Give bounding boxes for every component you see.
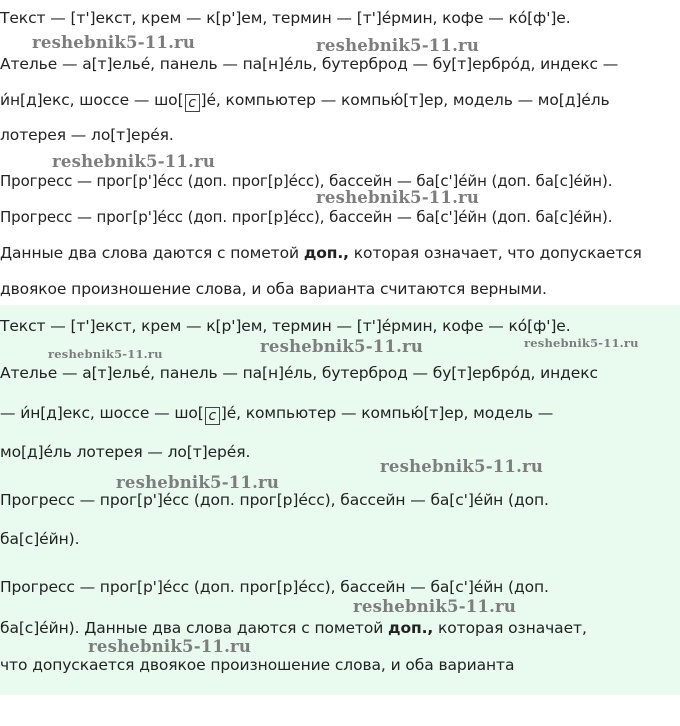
watermark: reshebnik5-11.ru <box>88 637 252 656</box>
text-line: лотерея — ло[т]ере́я. <box>0 126 174 144</box>
watermark: reshebnik5-11.ru <box>316 36 480 55</box>
text-fragment: Данные два слова даются с пометой <box>0 244 304 262</box>
text-fragment: ]е́, компьютер — компью́[т]ер, модель — <box>220 404 554 422</box>
text-line: ба[с]е́йн). <box>0 530 80 548</box>
text-line <box>0 618 587 638</box>
text-line: — и́н[д]екс, шоссе — шо[ с ]е́, компьютер — компью́[т]ер, модель — <box>0 404 554 424</box>
text-fragment: — и́н[д]екс, шоссе — шо <box>0 404 198 422</box>
text-fragment: ба[с]е́йн). Данные два слова даются с пометой <box>0 619 389 637</box>
text-line: двоякое произношение слова, и оба варианта считаются верными. <box>0 280 547 298</box>
boxed-letter: с <box>185 94 200 112</box>
boxed-letter: с <box>205 407 220 425</box>
watermark: reshebnik5-11.ru <box>52 152 216 171</box>
text-line: Прогресс — прог[р']е́сс (доп. прог[р]е́сс), бассейн — ба[с']е́йн (доп. <box>0 491 549 509</box>
watermark: reshebnik5-11.ru <box>524 336 639 350</box>
text-line: Прогресс — прог[р']е́сс (доп. прог[р]е́сс), бассейн — ба[с']е́йн (доп. ба[с]е́йн). <box>0 208 613 226</box>
text-line: и́н[д]екс, шоссе — шо[ с ]е́, компьютер — компью́[т]ер, модель — мо[д]е́ль <box>0 91 610 111</box>
text-line: Ателье — а[т]ельé, панель — па[н]е́ль, бутерброд — бу[т]ербро́д, индекс <box>0 364 598 382</box>
text-line: что допускается двоякое произношение слова, и оба варианта <box>0 656 515 674</box>
watermark: reshebnik5-11.ru <box>353 597 517 616</box>
text-fragment: которая означает, <box>433 619 587 637</box>
watermark: reshebnik5-11.ru <box>260 337 424 356</box>
watermark: reshebnik5-11.ru <box>32 33 196 52</box>
text-line <box>0 243 642 263</box>
text-line: Текст — [т']екст, крем — к[р']ем, термин — [т']е́рмин, кофе — ко́[ф']е. <box>0 317 571 335</box>
text-fragment: которая означает, что допускается <box>348 244 642 262</box>
text-fragment: и́н[д]екс, шоссе — шо <box>0 91 178 109</box>
text-line: Ателье — а[т]ельé, панель — па[н]е́ль, бутерброд — бу[т]ербро́д, индекс — <box>0 55 619 73</box>
text-line: Прогресс — прог[р']е́сс (доп. прог[р]е́сс), бассейн — ба[с']е́йн (доп. <box>0 578 549 596</box>
text-line: мо[д]е́ль лотерея — ло[т]ере́я. <box>0 443 251 461</box>
text-line: Прогресс — прог[р']е́сс (доп. прог[р]е́сс), бассейн — ба[с']е́йн (доп. ба[с]е́йн). <box>0 172 613 190</box>
watermark: reshebnik5-11.ru <box>380 457 544 476</box>
bold-mark: доп., <box>388 619 434 637</box>
watermark: reshebnik5-11.ru <box>316 188 480 207</box>
watermark: reshebnik5-11.ru <box>48 347 163 361</box>
text-fragment: ]е́, компьютер — компью́[т]ер, модель — мо[д]е́ль <box>200 91 610 109</box>
text-line: Текст — [т']екст, крем — к[р']ем, термин — [т']е́рмин, кофе — ко́[ф']е. <box>0 9 571 27</box>
watermark: reshebnik5-11.ru <box>116 473 280 492</box>
bold-mark: доп., <box>303 244 349 262</box>
